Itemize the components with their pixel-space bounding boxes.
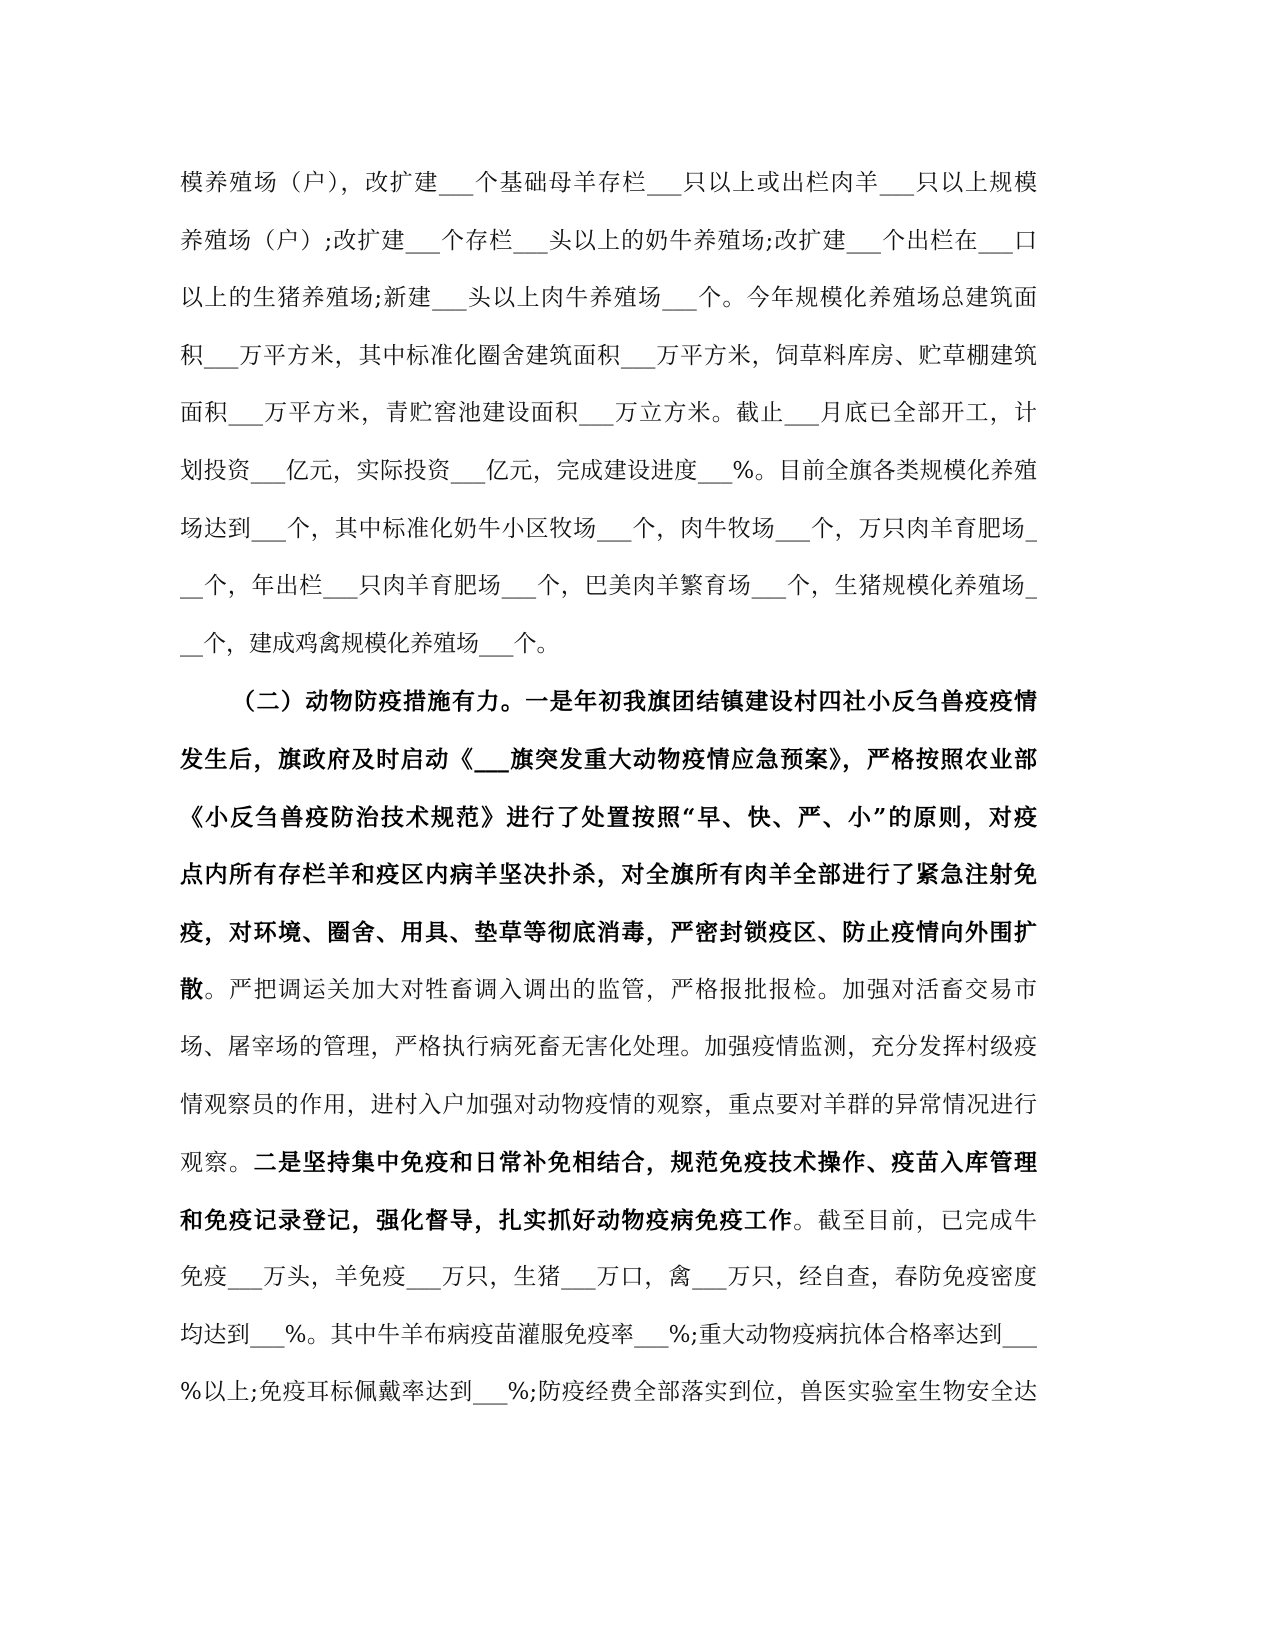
text-segment: __个，建成鸡禽规模化养殖场___个。 [180,630,560,657]
bold-text-segment: 和免疫记录登记，强化督导，扎实抓好动物疫病免疫工作 [180,1206,794,1234]
document-body [180,155,1037,1422]
text-segment: 场、屠宰场的管理，严格执行病死畜无害化处理。加强疫情监测，充分发挥村级疫 [180,1033,1037,1060]
text-line [180,1192,1037,1250]
text-line [180,904,1037,962]
bold-text-segment: （二）动物防疫措施有力。一是年初我旗团结镇建设村四社小反刍兽疫疫情 [232,688,1037,716]
text-line [180,155,1037,213]
bold-text-segment: 疫，对环境、圈舍、用具、垫草等彻底消毒，严密封锁疫区、防止疫情向外围扩 [180,918,1037,946]
text-segment: 均达到___%。其中牛羊布病疫苗灌服免疫率___%;重大动物疫病抗体合格率达到___ [180,1321,1037,1348]
text-line [180,616,1037,674]
text-segment: 积___万平方米，其中标准化圈舍建筑面积___万平方米，饲草料库房、贮草棚建筑 [180,342,1037,369]
text-segment: 面积___万平方米，青贮窖池建设面积___万立方米。截止___月底已全部开工，计 [180,400,1037,427]
text-line [180,443,1037,501]
text-line [180,385,1037,443]
text-segment: 以上的生猪养殖场;新建___头以上肉牛养殖场___个。今年规模化养殖场总建筑面 [180,285,1037,312]
text-segment: 养殖场（户）;改扩建___个存栏___头以上的奶牛养殖场;改扩建___个出栏在___口 [180,227,1037,254]
bold-text-segment: 二是坚持集中免疫和日常补免相结合，规范免疫技术操作、疫苗入库管理 [253,1149,1038,1177]
text-segment: 划投资___亿元，实际投资___亿元，完成建设进度___%。目前全旗各类规模化养殖 [180,457,1037,484]
text-segment: 。截至目前，已完成牛 [793,1207,1038,1234]
text-segment: __个，年出栏___只肉羊育肥场___个，巴美肉羊繁育场___个，生猪规模化养殖场_ [180,573,1037,600]
text-segment: 免疫___万头，羊免疫___万只，生猪___万口，禽___万只，经自查，春防免疫密度 [180,1264,1037,1291]
text-line [180,558,1037,616]
text-line [180,1364,1037,1422]
text-segment: %以上;免疫耳标佩戴率达到___%;防疫经费全部落实到位，兽医实验室生物安全达 [180,1379,1037,1406]
text-segment: 情观察员的作用，进村入户加强对动物疫情的观察，重点要对羊群的异常情况进行 [180,1091,1037,1118]
text-line [180,961,1037,1019]
text-line [180,1307,1037,1365]
text-segment: 场达到___个，其中标准化奶牛小区牧场___个，肉牛牧场___个，万只肉羊育肥场_ [180,515,1037,542]
text-segment: 。严把调运关加大对牲畜调入调出的监管，严格报批报检。加强对活畜交易市 [204,977,1038,1004]
text-line [180,1134,1037,1192]
bold-text-segment: 点内所有存栏羊和疫区内病羊坚决扑杀，对全旗所有肉羊全部进行了紧急注射免 [180,861,1037,889]
bold-text-segment: 《小反刍兽疫防治技术规范》进行了处置按照“早、快、严、小”的原则，对疫 [180,803,1037,831]
text-line [180,1019,1037,1077]
text-line [180,270,1037,328]
text-line [180,501,1037,559]
text-line [180,1249,1037,1307]
bold-text-segment: 发生后，旗政府及时启动《___旗突发重大动物疫情应急预案》，严格按照农业部 [180,745,1037,773]
text-line [180,213,1037,271]
text-segment: 观察。 [180,1150,254,1177]
text-line [180,328,1037,386]
text-line [180,1077,1037,1135]
bold-text-segment: 散 [180,976,205,1004]
text-segment: 模养殖场（户），改扩建___个基础母羊存栏___只以上或出栏肉羊___只以上规模 [180,170,1037,196]
text-line [180,789,1037,847]
text-line [180,846,1037,904]
text-line [180,673,1037,731]
text-line [180,731,1037,789]
